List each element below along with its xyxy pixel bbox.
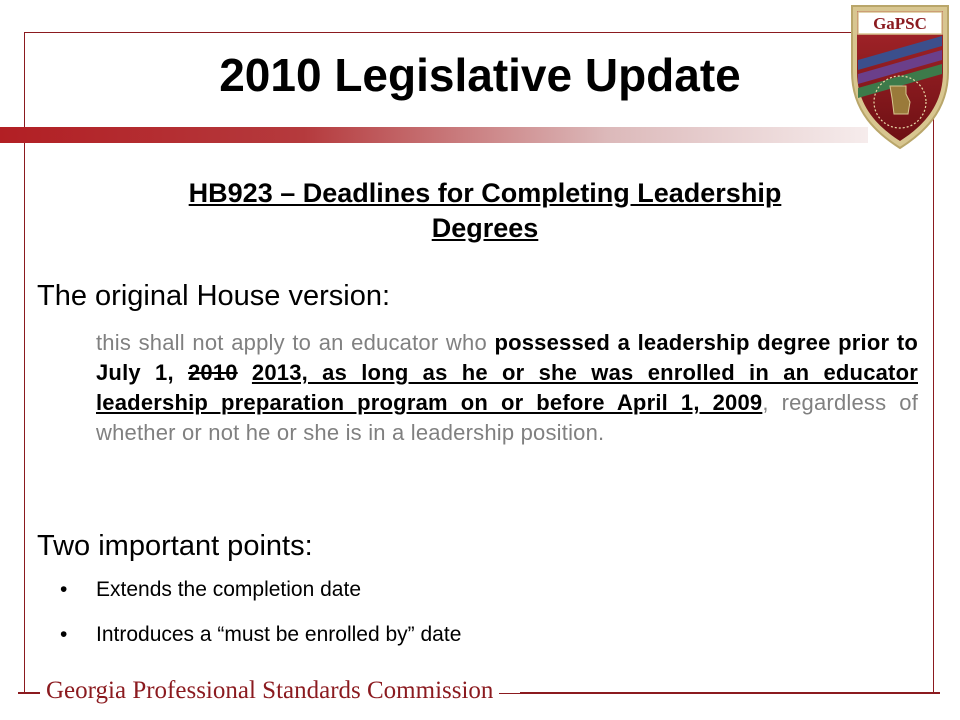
bill-quote — [96, 328, 918, 448]
quote-part-6: , regardless of whether or not he or she is in a leadership position. — [96, 390, 919, 445]
title-accent-bar — [0, 127, 868, 143]
quote-part-4 — [238, 360, 252, 385]
bullet-icon: • — [60, 578, 68, 601]
quote-inserted-text: 2013, as long as he or she was enrolled in an educator leadership preparation program on or before April 1, 2009 — [96, 360, 918, 415]
slide-subtitle — [80, 176, 890, 246]
intro-heading: The original House version: — [37, 280, 391, 312]
quote-struck-year: 2010 — [187, 360, 238, 385]
list-item — [60, 575, 461, 620]
points-list — [60, 575, 461, 665]
quote-part-2: possessed a leadership degree prior to July 1, — [96, 330, 918, 385]
quote-part-1: this shall not apply to an educator who — [96, 330, 495, 355]
footer-rule-right — [520, 692, 940, 694]
gapsc-logo — [844, 2, 956, 152]
list-item — [60, 620, 461, 665]
logo-abbr: GaPSC — [873, 14, 927, 33]
bullet-text: Extends the completion date — [96, 578, 362, 601]
subtitle-line-1: HB923 – Deadlines for Completing Leadership — [188, 178, 782, 208]
subtitle-line-2: Degrees — [431, 213, 539, 243]
bullet-text: Introduces a “must be enrolled by” date — [96, 623, 462, 646]
slide-title: 2010 Legislative Update — [219, 49, 741, 101]
points-heading: Two important points: — [37, 530, 313, 562]
footer-rule-left — [18, 692, 40, 694]
footer-org-name: Georgia Professional Standards Commission — [40, 677, 499, 705]
bullet-icon: • — [60, 623, 68, 646]
